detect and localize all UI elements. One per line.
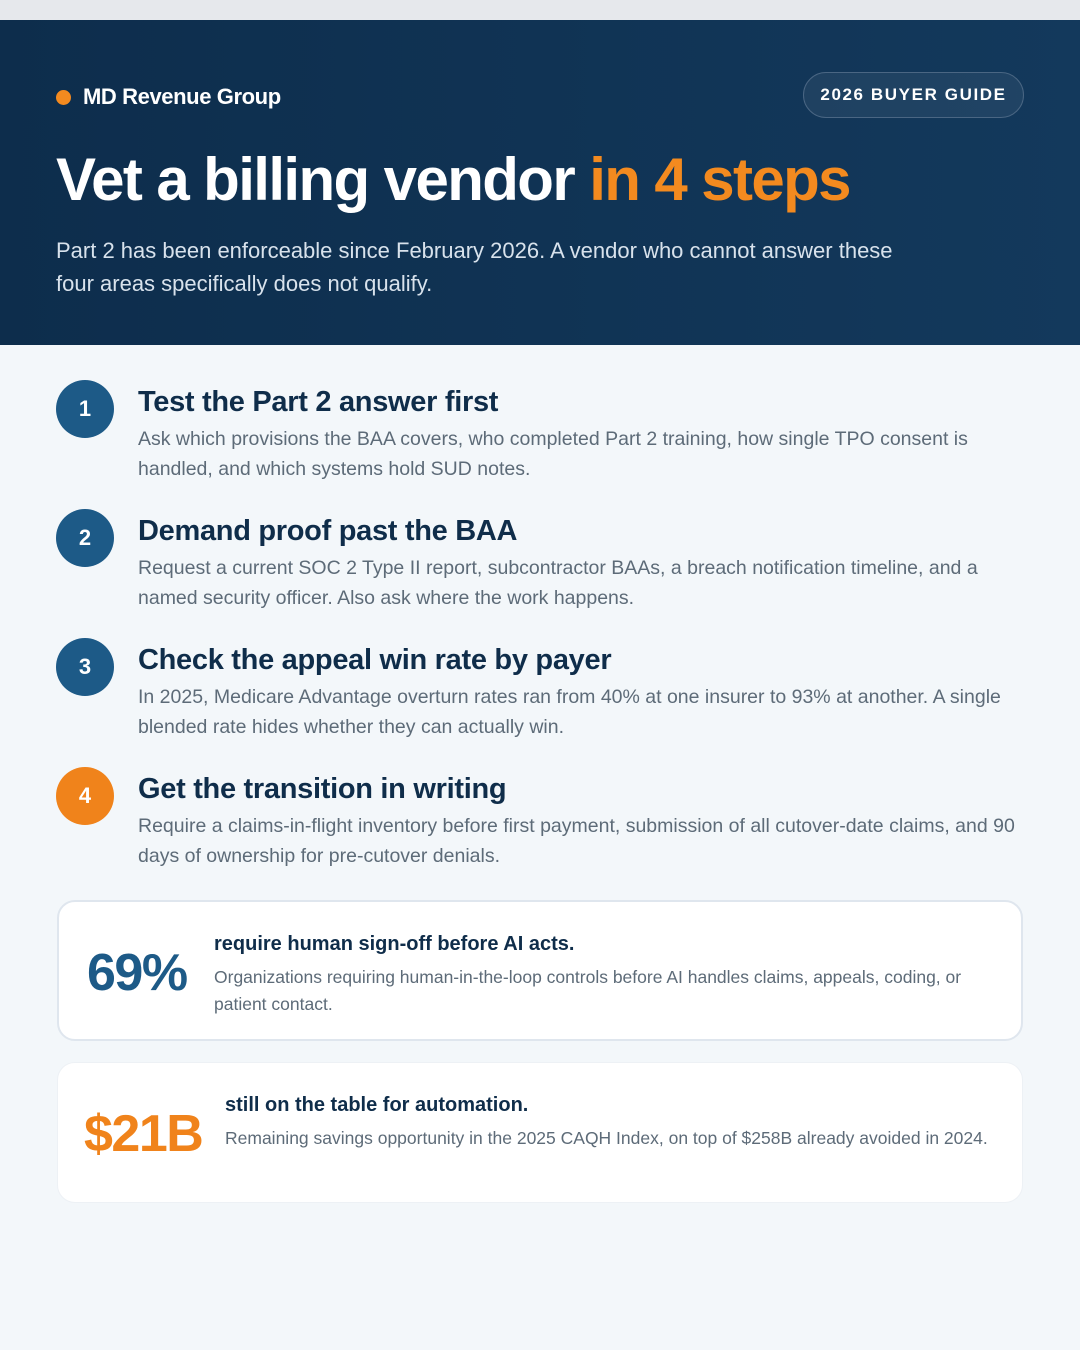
stat-description: Organizations requiring human-in-the-loop controls before AI handles claims, appeals, coding, or patient contact. <box>214 967 962 1014</box>
step-1 <box>56 380 1026 490</box>
step-title: Check the appeal win rate by payer <box>138 644 612 676</box>
step-description: Ask which provisions the BAA covers, who completed Part 2 training, how single TPO consent is handled, and which systems hold SUD notes. <box>138 428 968 480</box>
page-subtitle: Part 2 has been enforceable since February 2026. A vendor who cannot answer these four areas specifically does not qualify. <box>56 238 893 296</box>
step-description: Request a current SOC 2 Type II report, subcontractor BAAs, a breach notification timeline, and a named security officer. Also ask where the work happens. <box>138 557 978 609</box>
step-title: Test the Part 2 answer first <box>138 386 499 418</box>
step-title: Get the transition in writing <box>138 773 507 805</box>
page-title-main: Vet a billing vendor <box>56 146 575 213</box>
stat-card-human-signoff <box>57 900 1023 1041</box>
step-4 <box>56 767 1026 877</box>
brand-dot-icon <box>56 90 71 105</box>
step-title: Demand proof past the BAA <box>138 515 518 547</box>
page-title-accent: in 4 steps <box>589 146 850 213</box>
brand-name: MD Revenue Group <box>83 84 281 109</box>
step-number-badge: 3 <box>56 638 114 696</box>
step-2 <box>56 509 1026 619</box>
brand <box>56 82 281 112</box>
step-description: Require a claims-in-flight inventory before first payment, submission of all cutover-date claims, and 90 days of ownership for pre-cutover denials. <box>138 815 1015 867</box>
stat-value: 69% <box>87 943 187 1002</box>
step-description: In 2025, Medicare Advantage overturn rates ran from 40% at one insurer to 93% at another. A single blended rate hides whether they can actually win. <box>138 686 1001 738</box>
hero-banner <box>0 20 1080 345</box>
buyer-guide-badge: 2026 BUYER GUIDE <box>803 72 1024 118</box>
stat-headline: still on the table for automation. <box>225 1094 529 1116</box>
stat-card-automation-savings <box>57 1062 1023 1203</box>
step-number-badge: 2 <box>56 509 114 567</box>
stat-description: Remaining savings opportunity in the 2025 CAQH Index, on top of $258B already avoided in 2024. <box>225 1128 988 1148</box>
step-number-badge: 1 <box>56 380 114 438</box>
step-number-badge: 4 <box>56 767 114 825</box>
top-strip <box>0 0 1080 20</box>
page-title <box>56 142 850 218</box>
stat-headline: require human sign-off before AI acts. <box>214 933 575 955</box>
stat-value: $21B <box>84 1104 203 1163</box>
step-3 <box>56 638 1026 748</box>
